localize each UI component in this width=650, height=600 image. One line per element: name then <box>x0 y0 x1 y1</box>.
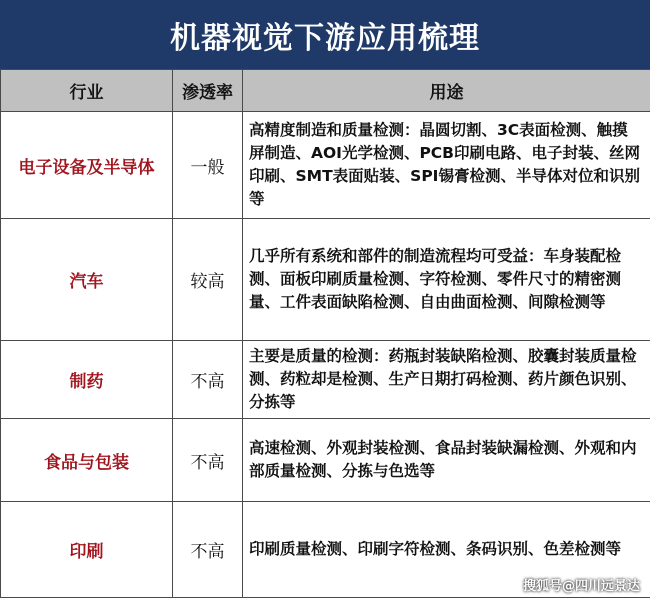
header-use: 用途 <box>243 70 650 112</box>
table-row <box>1 219 650 341</box>
use-cell: 高速检测、外观封装检测、食品封装缺漏检测、外观和内部质量检测、分拣与色选等 <box>243 419 650 502</box>
rate-cell: 一般 <box>173 112 243 219</box>
use-cell: 高精度制造和质量检测：晶圆切割、3C表面检测、触摸屏制造、AOI光学检测、PCB印刷电路、电子封装、丝网印刷、SMT表面贴装、SPI锡膏检测、半导体对位和识别等 <box>243 112 650 219</box>
table-row <box>1 112 650 219</box>
table-header-row <box>1 70 650 112</box>
use-cell: 印刷质量检测、印刷字符检测、条码识别、色差检测等 <box>243 502 650 598</box>
table-row <box>1 341 650 419</box>
application-table <box>0 69 650 598</box>
page-title: 机器视觉下游应用梳理 <box>0 0 650 69</box>
use-cell: 几乎所有系统和部件的制造流程均可受益：车身装配检测、面板印刷质量检测、字符检测、零件尺寸的精密测量、工件表面缺陷检测、自由曲面检测、间隙检测等 <box>243 219 650 341</box>
header-rate: 渗透率 <box>173 70 243 112</box>
industry-cell: 印刷 <box>1 502 173 598</box>
rate-cell: 不高 <box>173 502 243 598</box>
watermark: 搜狐号@四川远景达 <box>522 579 640 594</box>
table-row <box>1 419 650 502</box>
rate-cell: 不高 <box>173 419 243 502</box>
industry-cell: 电子设备及半导体 <box>1 112 173 219</box>
industry-cell: 制药 <box>1 341 173 419</box>
rate-cell: 不高 <box>173 341 243 419</box>
header-industry: 行业 <box>1 70 173 112</box>
industry-cell: 食品与包装 <box>1 419 173 502</box>
rate-cell: 较高 <box>173 219 243 341</box>
use-cell: 主要是质量的检测：药瓶封装缺陷检测、胶囊封装质量检测、药粒却是检测、生产日期打码检测、药片颜色识别、分拣等 <box>243 341 650 419</box>
industry-cell: 汽车 <box>1 219 173 341</box>
